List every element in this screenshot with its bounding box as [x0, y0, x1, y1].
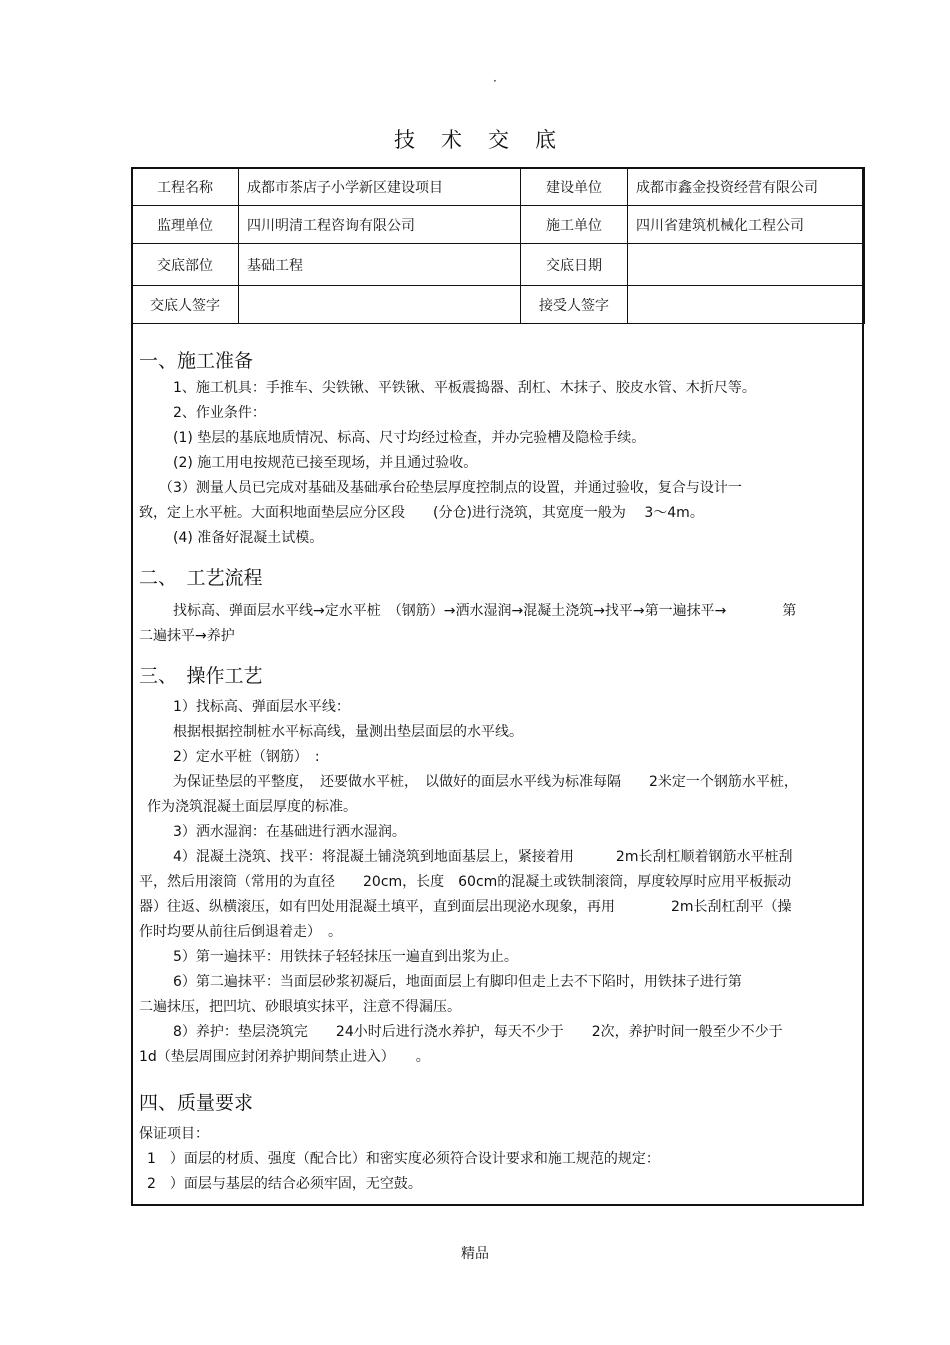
date-value[interactable] — [628, 244, 865, 286]
section-1-heading: 一、施工准备 — [139, 350, 254, 372]
header-dot: · — [493, 74, 497, 88]
section-3-line: 1d（垫层周围应封闭养护期间禁止进入） 。 — [139, 1049, 430, 1065]
part-label: 交底部位 — [132, 244, 239, 286]
document-title: 技术交底 — [394, 128, 582, 152]
section-3-line: 2）定水平桩（钢筋） : — [173, 749, 320, 765]
section-3-line: 1）找标高、弹面层水平线： — [173, 699, 350, 715]
section-1-line: (1) 垫层的基底地质情况、标高、尺寸均经过检查，并办完验槽及隐检手续。 — [173, 430, 646, 446]
supervisor-value: 四川明清工程咨询有限公司 — [239, 206, 521, 244]
section-1-line: (4) 准备好混凝土试模。 — [173, 530, 324, 546]
section-2-heading: 二、 工艺流程 — [139, 567, 263, 589]
section-1-line: （3）测量人员已完成对基础及基础承台砼垫层厚度控制点的设置，并通过验收，复合与设计一 — [159, 480, 742, 496]
table-row — [132, 206, 865, 244]
section-3-line: 8）养护：垫层浇筑完 24小时后进行浇水养护，每天不少于 2次，养护时间一般至少不少于 — [173, 1024, 783, 1040]
section-3-line: 平，然后用滚筒（常用的为直径 20cm，长度 60cm的混凝土或铁制滚筒，厚度较厚时应用平板振动 — [139, 874, 792, 890]
supervisor-label: 监理单位 — [132, 206, 239, 244]
table-row — [132, 286, 865, 324]
receiver-sign-value[interactable] — [628, 286, 865, 324]
info-table — [131, 167, 865, 324]
section-3-line: 5）第一遍抹平：用铁抹子轻轻抹压一遍直到出浆为止。 — [173, 949, 518, 965]
section-4-line: 1 ）面层的材质、强度（配合比）和密实度必须符合设计要求和施工规范的规定： — [147, 1151, 660, 1167]
project-name-value: 成都市茶店子小学新区建设项目 — [239, 168, 521, 206]
section-4-heading: 四、质量要求 — [139, 1092, 254, 1114]
section-3-line: 根据根据控制桩水平标高线，量测出垫层面层的水平线。 — [173, 724, 523, 740]
section-2-line: 找标高、弹面层水平线→定水平桩 （钢筋）→洒水湿润→混凝土浇筑→找平→第一遍抹平→ 第 — [173, 603, 797, 619]
section-3-line: 器）往返、纵横滚压，如有凹处用混凝土填平，直到面层出现泌水现象，再用 2m长刮杠刮平（操 — [139, 899, 792, 915]
section-3-heading: 三、 操作工艺 — [139, 665, 263, 687]
project-name-label: 工程名称 — [132, 168, 239, 206]
table-row — [132, 168, 865, 206]
giver-sign-label: 交底人签字 — [132, 286, 239, 324]
part-value: 基础工程 — [239, 244, 521, 286]
date-label: 交底日期 — [521, 244, 628, 286]
section-3-line: 为保证垫层的平整度， 还要做水平桩， 以做好的面层水平线为标准每隔 2米定一个钢筋水平桩， — [173, 774, 798, 790]
contractor-label: 施工单位 — [521, 206, 628, 244]
section-3-line: 作为浇筑混凝土面层厚度的标准。 — [147, 799, 357, 815]
section-4-line: 保证项目： — [139, 1126, 209, 1142]
contractor-value: 四川省建筑机械化工程公司 — [628, 206, 865, 244]
section-3-line: 二遍抹压，把凹坑、砂眼填实抹平，注意不得漏压。 — [139, 999, 461, 1015]
section-4-line: 2 ）面层与基层的结合必须牢固，无空鼓。 — [147, 1176, 422, 1192]
section-1-line: 1、施工机具：手推车、尖铁锹、平铁锹、平板震捣器、刮杠、木抹子、胶皮水管、木折尺等。 — [173, 380, 756, 396]
section-3-line: 作时均要从前往后倒退着走） 。 — [139, 924, 342, 940]
receiver-sign-label: 接受人签字 — [521, 286, 628, 324]
section-1-line: (2) 施工用电按规范已接至现场，并且通过验收。 — [173, 455, 478, 471]
page-footer: 精品 — [461, 1246, 489, 1262]
section-3-line: 6）第二遍抹平：当面层砂浆初凝后，地面面层上有脚印但走上去不下陷时，用铁抹子进行第 — [173, 974, 742, 990]
section-3-line: 4）混凝土浇筑、找平：将混凝土铺浇筑到地面基层上，紧接着用 2m长刮杠顺着钢筋水平桩刮 — [173, 849, 793, 865]
owner-value: 成都市鑫金投资经营有限公司 — [628, 168, 865, 206]
giver-sign-value[interactable] — [239, 286, 521, 324]
section-1-line: 2、作业条件： — [173, 405, 266, 421]
section-2-line: 二遍抹平→养护 — [139, 628, 235, 644]
document-body — [139, 326, 859, 1197]
section-3-line: 3）洒水湿润：在基础进行洒水湿润。 — [173, 824, 406, 840]
table-row — [132, 244, 865, 286]
owner-label: 建设单位 — [521, 168, 628, 206]
section-1-line: 致，定上水平桩。大面积地面垫层应分区段 (分仓)进行浇筑，其宽度一般为 3～4m。 — [139, 505, 704, 521]
